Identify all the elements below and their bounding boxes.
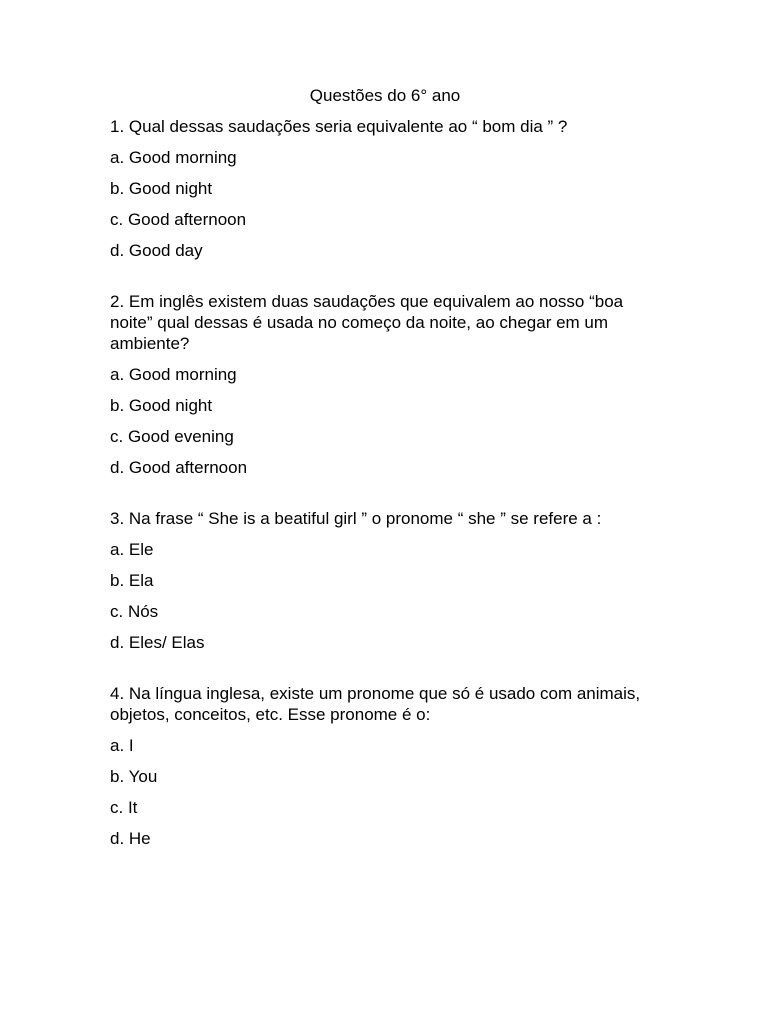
question-4-option-b: b. You xyxy=(110,767,158,786)
question-3-text: 3. Na frase “ She is a beatiful girl ” o pronome “ she ” se refere a : xyxy=(110,509,602,528)
question-1-option-d: d. Good day xyxy=(110,241,203,260)
question-1-option-b: b. Good night xyxy=(110,179,213,198)
question-3-option-a: a. Ele xyxy=(110,540,154,559)
question-4-option-a: a. I xyxy=(110,736,134,755)
question-4-text: 4. Na língua inglesa, existe um pronome que só é usado com animais, objetos, conceitos, etc. Esse pronome é o: xyxy=(110,684,641,724)
question-3-option-c: c. Nós xyxy=(110,602,159,621)
question-2-option-c: c. Good evening xyxy=(110,427,234,446)
question-1 xyxy=(110,116,660,261)
paragraph-gap xyxy=(110,488,660,508)
question-3 xyxy=(110,508,660,653)
paragraph-gap xyxy=(110,271,660,291)
question-2-option-b: b. Good night xyxy=(110,396,213,415)
question-4-option-c: c. It xyxy=(110,798,138,817)
question-2 xyxy=(110,291,660,478)
question-1-option-a: a. Good morning xyxy=(110,148,237,167)
question-4 xyxy=(110,683,660,849)
paragraph-gap xyxy=(110,663,660,683)
document-title: Questões do 6° ano xyxy=(309,86,461,105)
question-2-option-a: a. Good morning xyxy=(110,365,237,384)
question-2-text: 2. Em inglês existem duas saudações que equivalem ao nosso “boa noite” qual dessas é usada no começo da noite, ao chegar em um ambiente? xyxy=(110,292,624,353)
question-1-text: 1. Qual dessas saudações seria equivalente ao “ bom dia ” ? xyxy=(110,117,568,136)
question-3-option-d: d. Eles/ Elas xyxy=(110,633,205,652)
question-4-option-d: d. He xyxy=(110,829,151,848)
question-3-option-b: b. Ela xyxy=(110,571,154,590)
question-2-option-d: d. Good afternoon xyxy=(110,458,248,477)
document-page xyxy=(110,86,660,859)
question-1-option-c: c. Good afternoon xyxy=(110,210,247,229)
